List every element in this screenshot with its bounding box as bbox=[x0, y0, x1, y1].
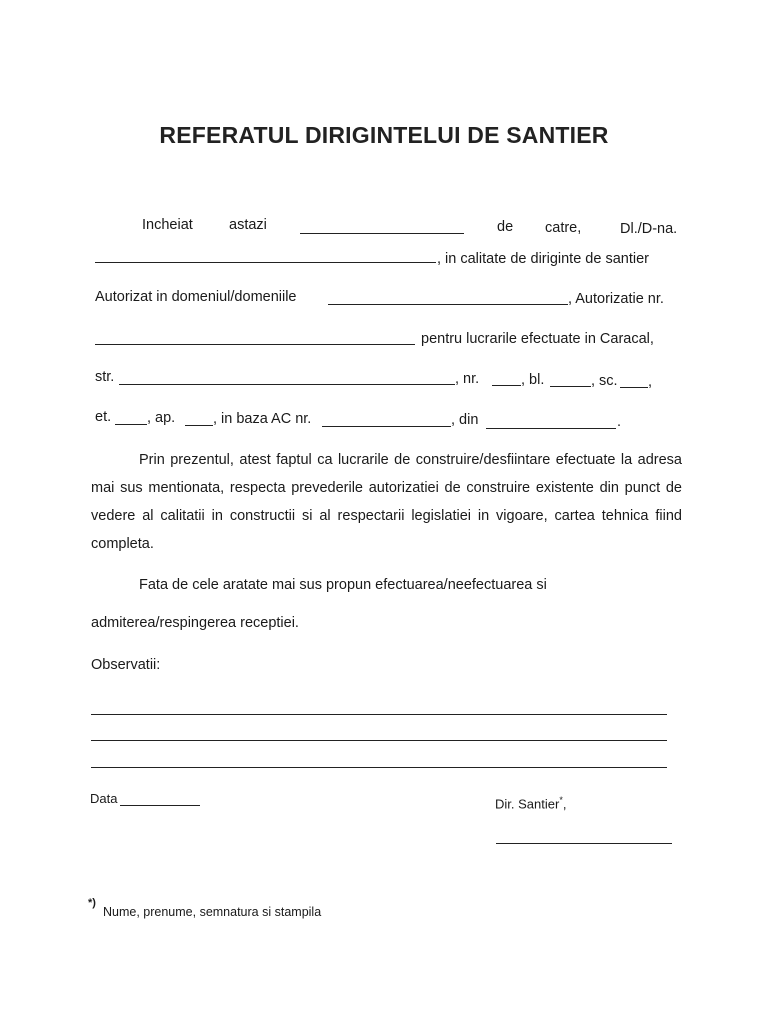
din-label: , din bbox=[451, 412, 479, 428]
line6-end: . bbox=[617, 414, 622, 430]
baza-ac-label: , in baza AC nr. bbox=[213, 411, 312, 427]
footnote-mark: *) bbox=[88, 897, 96, 909]
dir-santier-text: Dir. Santier bbox=[495, 796, 560, 812]
observatii-line-1[interactable] bbox=[91, 714, 667, 715]
ac-number-blank[interactable] bbox=[322, 426, 451, 427]
dir-santier-label bbox=[495, 795, 566, 811]
name-blank[interactable] bbox=[95, 262, 436, 263]
autorizat-label: Autorizat in domeniul/domeniile bbox=[95, 289, 297, 305]
line5-end: , bbox=[648, 374, 653, 390]
floor-blank[interactable] bbox=[115, 424, 147, 425]
diriginte-text: , in calitate de diriginte de santier bbox=[437, 251, 649, 267]
attestation-paragraph bbox=[91, 446, 682, 558]
sc-label: , sc. bbox=[591, 373, 618, 389]
autorizatie-nr-label: , Autorizatie nr. bbox=[568, 291, 664, 307]
footnote-text: Nume, prenume, semnatura si stampila bbox=[103, 905, 322, 919]
dir-santier-comma: , bbox=[562, 796, 567, 812]
dir-santier-footnote-mark: * bbox=[559, 795, 563, 805]
proposal-line1: Fata de cele aratate mai sus propun efectuarea/neefectuarea si bbox=[139, 577, 547, 593]
astazi-label: astazi bbox=[229, 217, 267, 233]
incheiat-label: Incheiat bbox=[142, 217, 193, 233]
apartment-blank[interactable] bbox=[185, 425, 213, 426]
observatii-line-2[interactable] bbox=[91, 740, 667, 741]
lucrari-text: pentru lucrarile efectuate in Caracal, bbox=[421, 331, 654, 347]
et-label: et. bbox=[95, 409, 112, 425]
autorizatie-nr-blank[interactable] bbox=[95, 344, 415, 345]
staircase-blank[interactable] bbox=[620, 387, 648, 388]
block-blank[interactable] bbox=[550, 386, 591, 387]
ap-label: , ap. bbox=[147, 410, 176, 426]
attestation-text: Prin prezentul, atest faptul ca lucrarile de construire/desfiintare efectuate la adresa mai sus mentionata, respecta prevederile autorizatiei de construire existente din punct de vedere al calitatii in constructii si al respectarii legislatiei in vigoare, cartea tehnica fiind completa. bbox=[91, 452, 682, 552]
str-label: str. bbox=[95, 369, 115, 385]
street-blank[interactable] bbox=[119, 384, 455, 385]
din-date-blank[interactable] bbox=[486, 428, 616, 429]
catre-label: catre, bbox=[545, 220, 582, 236]
de-label: de bbox=[497, 219, 514, 235]
data-label: Data bbox=[90, 791, 118, 806]
nr-label: , nr. bbox=[455, 371, 480, 387]
domenii-blank[interactable] bbox=[328, 304, 568, 305]
signature-line[interactable] bbox=[496, 843, 672, 844]
data-blank[interactable] bbox=[120, 805, 200, 806]
date-blank[interactable] bbox=[300, 233, 464, 234]
observatii-line-3[interactable] bbox=[91, 767, 667, 768]
proposal-line2: admiterea/respingerea receptiei. bbox=[91, 615, 299, 631]
document-title: REFERATUL DIRIGINTELUI DE SANTIER bbox=[159, 122, 609, 148]
observatii-label: Observatii: bbox=[91, 657, 161, 673]
dl-dna-label: Dl./D-na. bbox=[620, 221, 678, 237]
bl-label: , bl. bbox=[521, 372, 545, 388]
number-blank[interactable] bbox=[492, 385, 521, 386]
